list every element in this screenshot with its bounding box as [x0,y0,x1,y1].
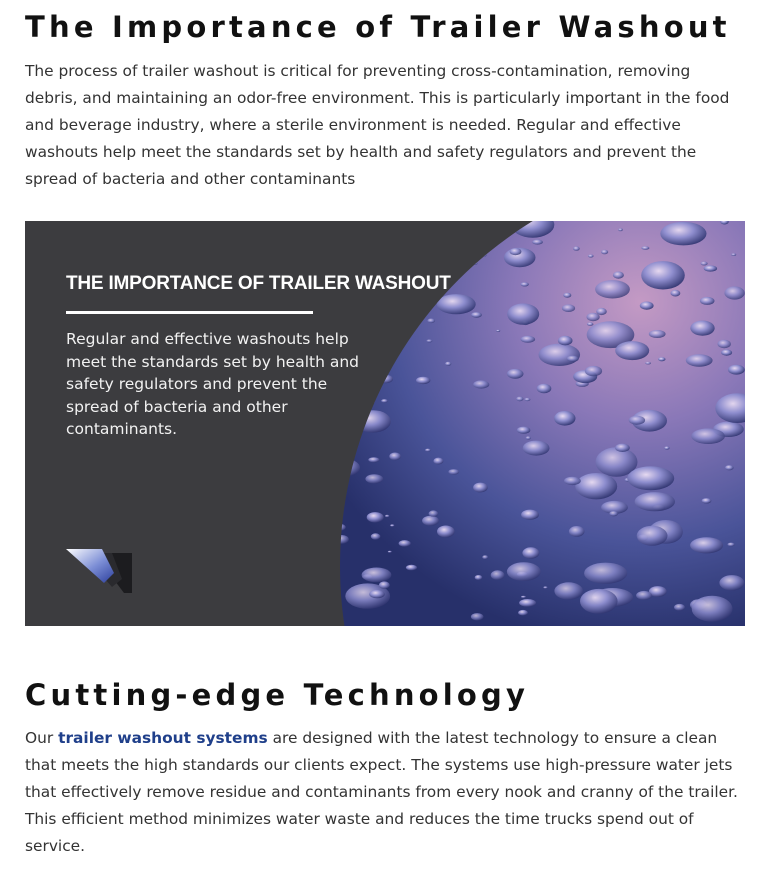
water-droplet [558,336,573,346]
banner-divider [66,311,313,314]
water-droplet [580,589,618,614]
water-droplet [613,272,624,279]
trailer-washout-systems-link[interactable]: trailer washout systems [58,729,268,747]
water-droplet [674,604,685,611]
water-droplet [704,265,717,271]
water-droplet [471,262,477,265]
water-droplet [569,526,585,537]
section-title-importance: The Importance of Trailer Washout [25,10,731,44]
water-droplet [563,293,571,298]
water-droplet [406,565,417,571]
water-droplet [627,466,674,490]
water-droplet [645,362,651,365]
water-droplet [596,308,607,315]
water-droplet [381,348,396,357]
water-droplet [609,511,618,516]
water-droplet [399,540,411,547]
water-droplet [385,515,389,518]
water-droplet [388,551,392,553]
water-droplet [658,357,665,361]
water-droplet [471,312,482,318]
water-droplet [365,346,397,363]
water-droplet [718,340,731,348]
water-droplet [375,244,382,249]
water-droplet [482,254,486,256]
water-droplet [507,562,541,581]
water-droplet [517,427,530,434]
water-droplet [518,610,528,616]
water-droplet [585,366,602,376]
water-droplet [588,254,594,257]
water-droplet [333,459,360,476]
water-droplet [664,446,669,449]
water-droplet [595,280,630,298]
water-droplet [473,380,489,388]
water-droplet [532,240,543,245]
water-droplet [692,596,733,622]
water-droplet [379,375,393,383]
water-droplet [482,555,488,559]
water-droplet [635,492,675,511]
water-droplet [660,222,706,246]
water-droplet [362,568,392,583]
water-droplet [368,457,379,462]
water-droplet [537,384,552,394]
water-droplet [519,599,536,607]
water-droplet [601,250,608,255]
water-droplet [450,221,491,244]
water-droplet [637,526,668,546]
water-droplet [416,377,430,384]
water-droplet [587,313,600,321]
section-paragraph-importance: The process of trailer washout is critical for preventing cross-contamination, removing debris, and maintaining an odor-free environment. This is particularly important in the food and beverage industry, where a sterile environment is needed. Regular and effective washouts help meet the standards set by health and safety regulators and prevent the spread of bacteria and other contaminants [25,62,730,188]
water-droplet [728,365,745,375]
water-droplet [615,444,630,452]
water-droplet [331,524,345,532]
water-droplet [543,586,547,588]
water-droplet [690,537,723,553]
water-droplet [379,581,390,588]
water-droplet [473,483,488,493]
water-droplet [347,303,381,319]
water-droplet [335,535,349,544]
water-droplet [427,319,435,324]
water-droplet [721,350,732,356]
water-droplet [567,356,579,362]
water-droplet [422,516,439,526]
water-droplet [640,302,654,310]
water-droplet [390,317,398,322]
water-droplet [382,221,398,231]
water-droplet [725,465,734,470]
water-droplet [521,510,539,520]
water-droplet [521,282,529,286]
water-droplet [719,575,744,590]
chevron-logo-icon [66,549,134,593]
water-droplet [356,258,377,272]
water-droplet [350,294,390,318]
water-droplet [445,362,451,366]
water-droplet [333,615,340,619]
banner-text: Regular and effective washouts help meet the standards set by health and safety regulators and prevent the spread of bacteria and other contaminants. [66,330,360,438]
water-droplet [433,458,443,465]
water-droplet [691,428,725,444]
water-droplet [618,228,623,231]
banner-heading: THE IMPORTANCE OF TRAILER WASHOUT [66,273,451,294]
water-droplet [521,336,536,343]
water-droplet [690,321,714,336]
water-droplet [429,510,439,516]
water-droplet [507,303,539,324]
water-droplet [702,498,712,503]
water-droplet [361,224,377,234]
water-droplet [369,590,385,598]
importance-banner [25,221,745,626]
paragraph-text-rest: are designed with the latest technology to ensure a clean that meets the high standards our clients expect. The systems use high-pressure water jets that effectively remove residue and contaminants from every nook and cranny of the trailer. This efficient method minimizes water waste and reduces the time trucks spend out of service. [25,729,738,855]
water-droplet [701,262,708,266]
water-droplet [365,340,378,349]
water-droplet [524,398,530,401]
water-droplet [357,221,399,241]
water-droplet [510,248,522,255]
water-droplet [671,290,681,297]
water-droplet [426,339,432,342]
water-droplet [471,613,484,620]
water-droplet [448,469,459,475]
water-droplet [700,297,715,305]
water-droplet [575,473,617,499]
water-droplet [526,436,531,439]
water-droplet [584,563,627,584]
water-droplet [724,286,744,299]
water-droplet [516,397,523,402]
water-droplet [386,337,400,346]
paragraph-text-lead: Our [25,729,59,747]
water-droplet [564,477,581,485]
water-droplet [636,591,652,600]
water-droplet [376,342,393,352]
section-title-technology: Cutting-edge Technology [25,678,530,712]
water-droplet [554,411,575,426]
water-droplet [371,533,381,539]
water-droplet [573,246,580,250]
water-droplet [641,246,649,250]
water-droplet [562,304,575,312]
water-droplet [629,416,645,425]
water-droplet [395,221,413,228]
water-droplet [437,526,455,538]
water-droplet [523,441,550,456]
water-droplet [370,401,375,404]
water-droplet [539,344,581,366]
water-droplet [355,242,384,255]
water-droplet [389,453,401,461]
water-droplet [337,302,354,312]
water-droplet [641,261,685,289]
water-droplet [554,582,583,599]
water-droplet [521,596,526,598]
water-droplet [390,524,394,526]
water-droplet [365,474,383,483]
section-paragraph-technology [25,725,745,860]
water-droplet [731,253,736,256]
water-droplet [649,330,666,338]
water-droplet [522,547,539,558]
water-droplet [373,300,386,308]
water-droplet [381,399,388,403]
water-droplet [587,322,593,326]
water-droplet [475,575,483,580]
water-droplet [507,369,524,379]
water-droplet [437,294,476,314]
water-droplet [367,512,384,522]
water-droplet [496,330,500,332]
water-droplet [425,449,431,452]
water-droplet [615,341,649,360]
water-droplet [728,543,735,547]
water-droplet [491,570,505,580]
water-droplet [686,354,713,366]
